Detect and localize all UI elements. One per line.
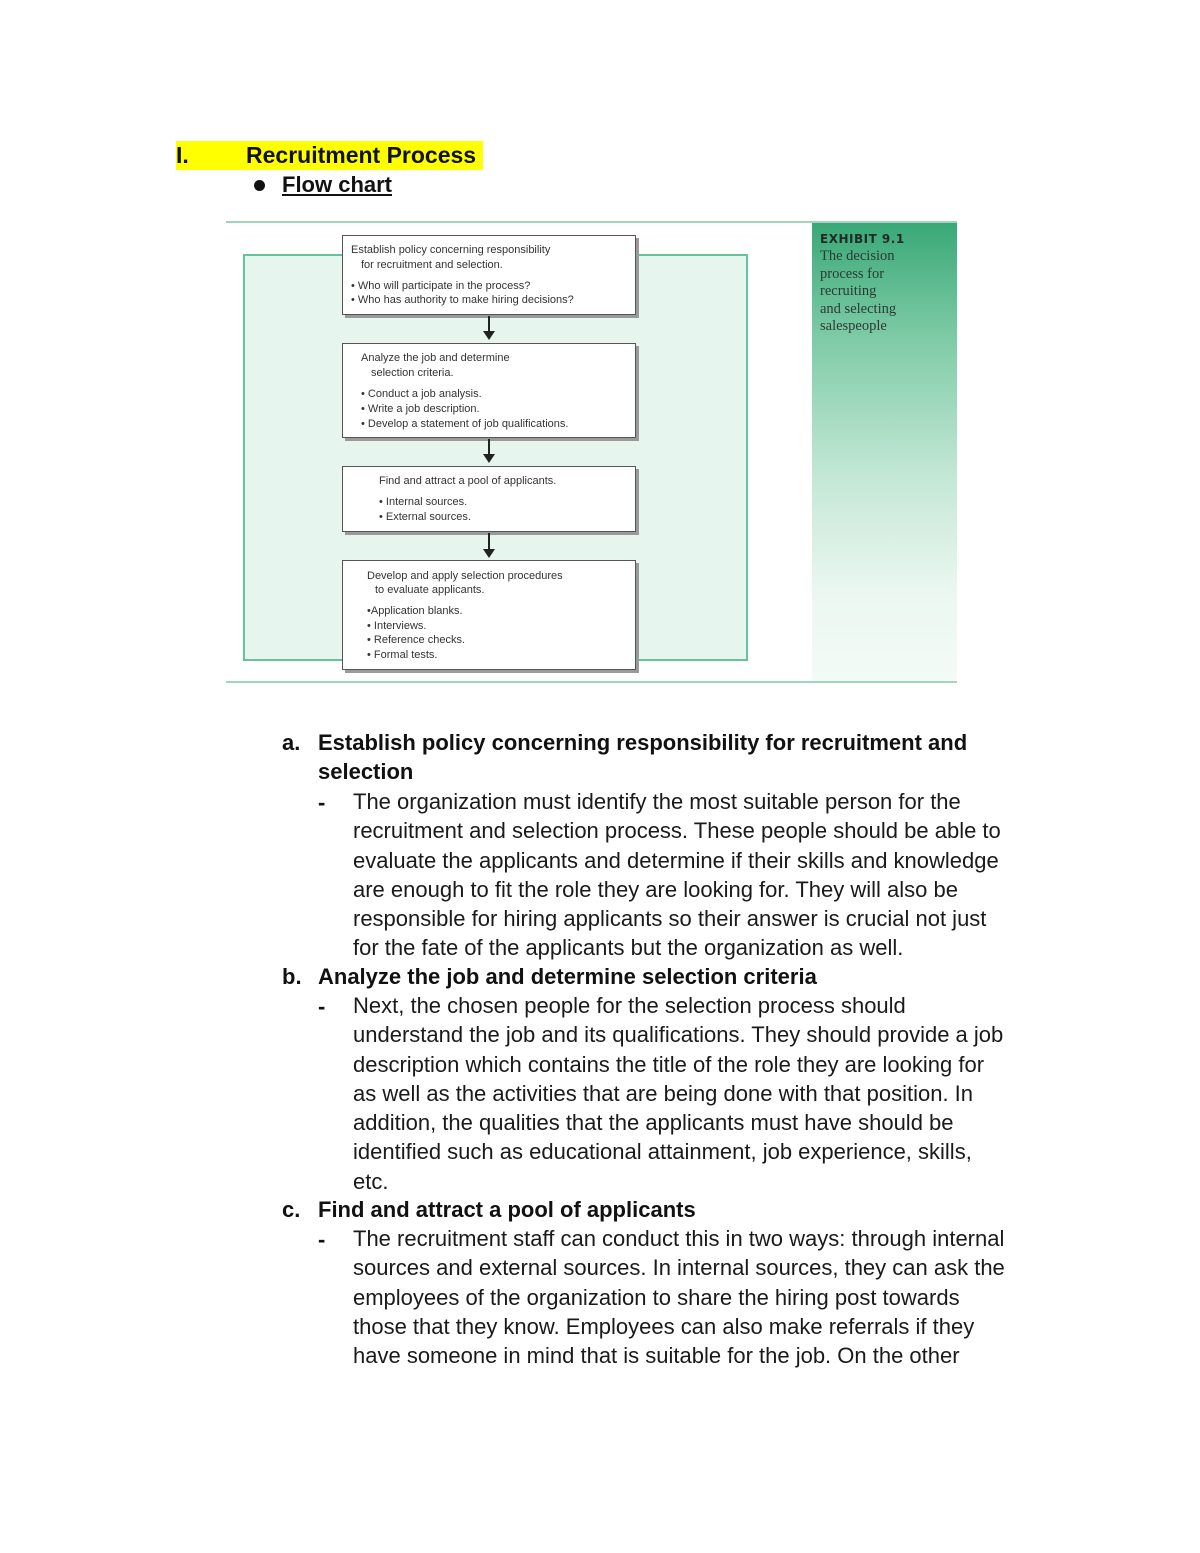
exhibit-sidebar — [812, 223, 957, 681]
body-line: responsible for hiring applicants so their answer is crucial not just — [353, 906, 987, 932]
list-item-title — [318, 728, 1058, 786]
flow-box-text: to evaluate applicants. — [375, 584, 485, 596]
list-item-letter: b. — [282, 964, 302, 989]
flow-box-attract — [342, 466, 636, 532]
body-line: recruitment and selection process. These people should be able to — [353, 818, 1001, 844]
exhibit-desc-line: The decision — [820, 248, 895, 264]
body-line: description which contains the title of the role they are looking for — [353, 1051, 985, 1077]
list-item-title-line: Establish policy concerning responsibility for recruitment and — [318, 730, 968, 755]
flow-box-text: •Application blanks. — [367, 605, 463, 617]
flow-box-text: • Formal tests. — [367, 649, 438, 661]
exhibit-desc-line: salespeople — [820, 318, 887, 334]
list-item-letter: a. — [282, 730, 301, 755]
list-item-title-line: selection — [318, 759, 414, 784]
list-item-body — [353, 991, 1073, 1196]
section-number: I. — [176, 142, 189, 168]
flow-arrow-icon — [488, 533, 490, 556]
body-line: Next, the chosen people for the selection process should — [353, 993, 906, 1018]
flow-box-text: • External sources. — [379, 511, 471, 523]
body-line: are enough to fit the role they are looking for. They will also be — [353, 876, 958, 902]
flow-box-text: Analyze the job and determine — [361, 352, 510, 364]
flow-box-evaluate — [342, 560, 636, 670]
body-line: The recruitment staff can conduct this in two ways: through internal — [353, 1226, 1005, 1251]
list-item-body — [353, 1224, 1073, 1370]
exhibit-desc-line: and selecting — [820, 300, 897, 317]
flow-arrow-icon — [488, 439, 490, 461]
list-item-letter: c. — [282, 1197, 301, 1222]
body-line: sources and external sources. In internal sources, they can ask the — [353, 1255, 1005, 1281]
list-item-title — [318, 1195, 1058, 1224]
flow-box-text: • Write a job description. — [361, 403, 480, 415]
exhibit-desc-line: process for — [820, 265, 885, 282]
body-line: have someone in mind that is suitable for the job. On the other — [353, 1343, 960, 1369]
dash-marker: - — [318, 790, 326, 815]
bullet-label: Flow chart — [282, 172, 393, 197]
flow-box-analyze — [342, 343, 636, 438]
body-line: employees of the organization to share the hiring post towards — [353, 1284, 960, 1310]
body-line: addition, the qualities that the applicants must have should be — [353, 1110, 954, 1136]
flow-box-text: selection criteria. — [371, 367, 454, 379]
list-item-title-line: Analyze the job and determine selection criteria — [318, 964, 817, 989]
flow-box-text: for recruitment and selection. — [361, 259, 503, 271]
flow-box-text: • Interviews. — [367, 620, 427, 632]
section-title: Recruitment Process — [246, 142, 477, 168]
body-line: evaluate the applicants and determine if their skills and knowledge — [353, 847, 999, 873]
list-item-title — [318, 962, 1058, 991]
bullet-dot-icon — [254, 180, 265, 191]
body-line: those that they know. Employees can also make referrals if they — [353, 1313, 975, 1339]
flow-box-text: • Reference checks. — [367, 634, 466, 646]
list-item-body — [353, 787, 1073, 963]
flow-box-text: Establish policy concerning responsibility — [351, 244, 551, 256]
body-line: etc. — [353, 1168, 389, 1194]
flow-box-text: • Internal sources. — [379, 496, 468, 508]
body-line: The organization must identify the most suitable person for the — [353, 789, 961, 814]
exhibit-description — [820, 248, 950, 336]
exhibit-figure — [226, 221, 957, 683]
flow-box-text: • Conduct a job analysis. — [361, 388, 482, 400]
flow-arrow-icon — [488, 316, 490, 338]
exhibit-desc-line: recruiting — [820, 283, 877, 299]
body-line: understand the job and its qualifications. They should provide a job — [353, 1022, 1004, 1048]
body-line: as well as the activities that are being done with that position. In — [353, 1080, 974, 1106]
dash-marker: - — [318, 1227, 326, 1252]
list-item-title-line: Find and attract a pool of applicants — [318, 1197, 696, 1222]
flow-box-policy — [342, 235, 636, 315]
body-line: identified such as educational attainment, job experience, skills, — [353, 1139, 972, 1165]
flow-box-text: • Who will participate in the process? — [351, 280, 531, 292]
section-heading — [176, 141, 483, 170]
flow-box-text: Develop and apply selection procedures — [367, 570, 563, 582]
exhibit-tag: EXHIBIT 9.1 — [820, 232, 905, 246]
dash-marker: - — [318, 994, 326, 1019]
flow-box-text: Find and attract a pool of applicants. — [379, 475, 557, 487]
flow-box-text: • Develop a statement of job qualifications. — [361, 418, 569, 430]
body-line: for the fate of the applicants but the organization as well. — [353, 935, 904, 961]
flow-box-text: • Who has authority to make hiring decisions? — [351, 294, 574, 306]
